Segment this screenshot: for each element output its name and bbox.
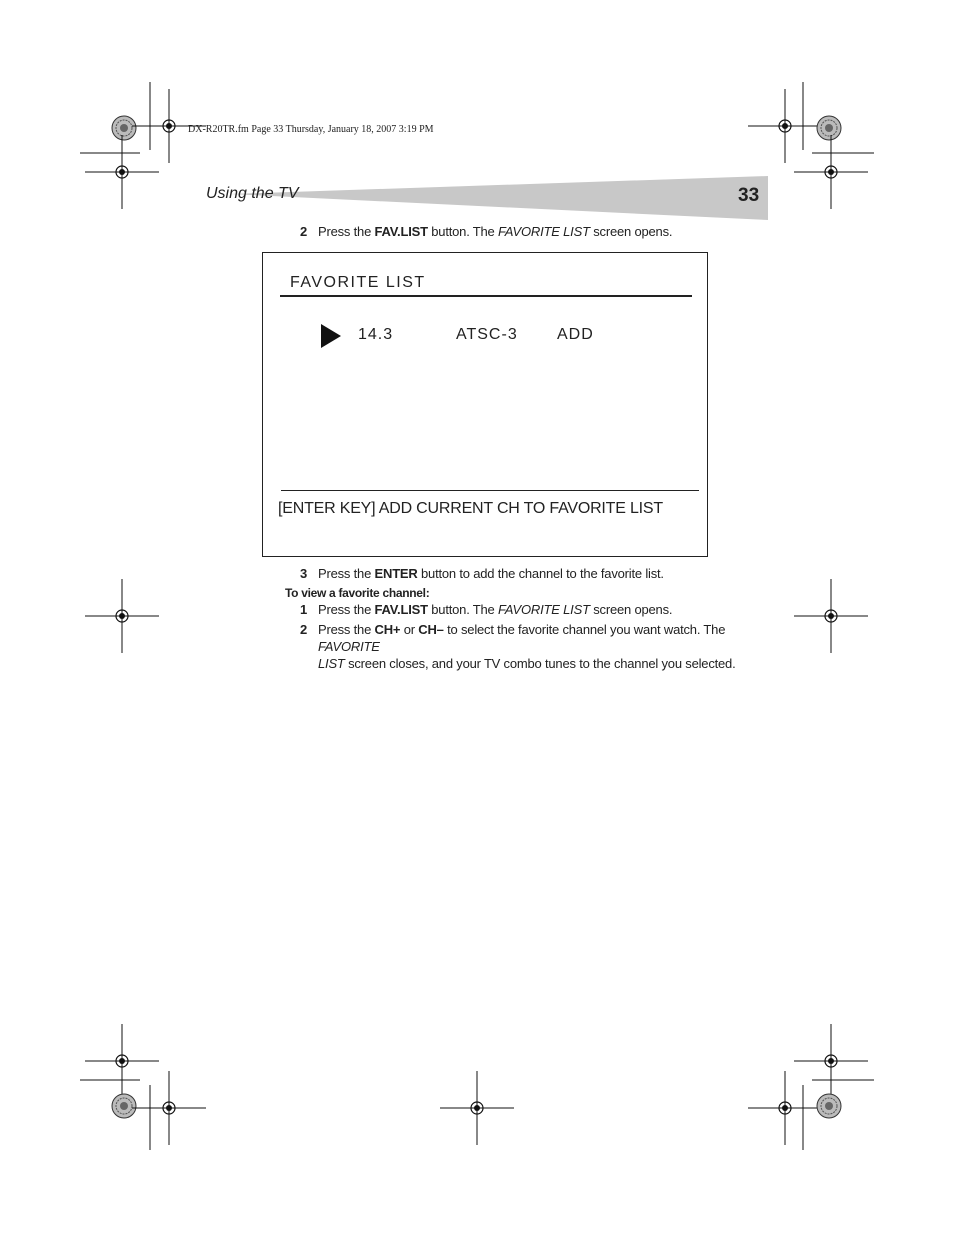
section-title: Using the TV [206, 185, 299, 202]
key-name: ENTER [374, 566, 418, 581]
selection-arrow-icon [321, 324, 341, 348]
header-wedge [0, 170, 954, 230]
step-text: Press the FAV.LIST button. The FAVORITE LIST screen opens. [318, 602, 673, 617]
step-text: Press the ENTER button to add the channel to the favorite list. [318, 566, 664, 581]
key-name: FAV.LIST [374, 224, 428, 239]
entry-name: ATSC-3 [456, 326, 518, 343]
step-number: 1 [300, 602, 308, 617]
step-text: Press the CH+ or CH– to select the favorite channel you want watch. The FAVORITE LIST screen closes, and your TV combo tunes to the channel you selected. [318, 622, 736, 671]
title-divider [280, 295, 692, 297]
entry-channel: 14.3 [358, 326, 394, 343]
screen-name: FAVORITE LIST [498, 224, 590, 239]
screen-name: FAVORITE [318, 639, 380, 654]
subheading: To view a favorite channel: [285, 586, 430, 600]
step-number: 3 [300, 566, 308, 581]
hint-divider [281, 490, 699, 491]
key-name: CH+ [374, 622, 401, 637]
key-name: FAV.LIST [374, 602, 428, 617]
screen-name: FAVORITE LIST [498, 602, 590, 617]
step-text: Press the FAV.LIST button. The FAVORITE LIST screen opens. [318, 224, 673, 239]
print-slug: DX-R20TR.fm Page 33 Thursday, January 18, 2007 3:19 PM [188, 124, 434, 135]
screen-title: FAVORITE LIST [290, 274, 426, 291]
page-number: 33 [738, 185, 760, 206]
step-number: 2 [300, 224, 308, 239]
entry-status: ADD [557, 326, 594, 343]
screen-name: LIST [318, 656, 345, 671]
step-number: 2 [300, 622, 308, 637]
screen-hint: [ENTER KEY] ADD CURRENT CH TO FAVORITE LIST [278, 500, 663, 517]
key-name: CH– [418, 622, 444, 637]
